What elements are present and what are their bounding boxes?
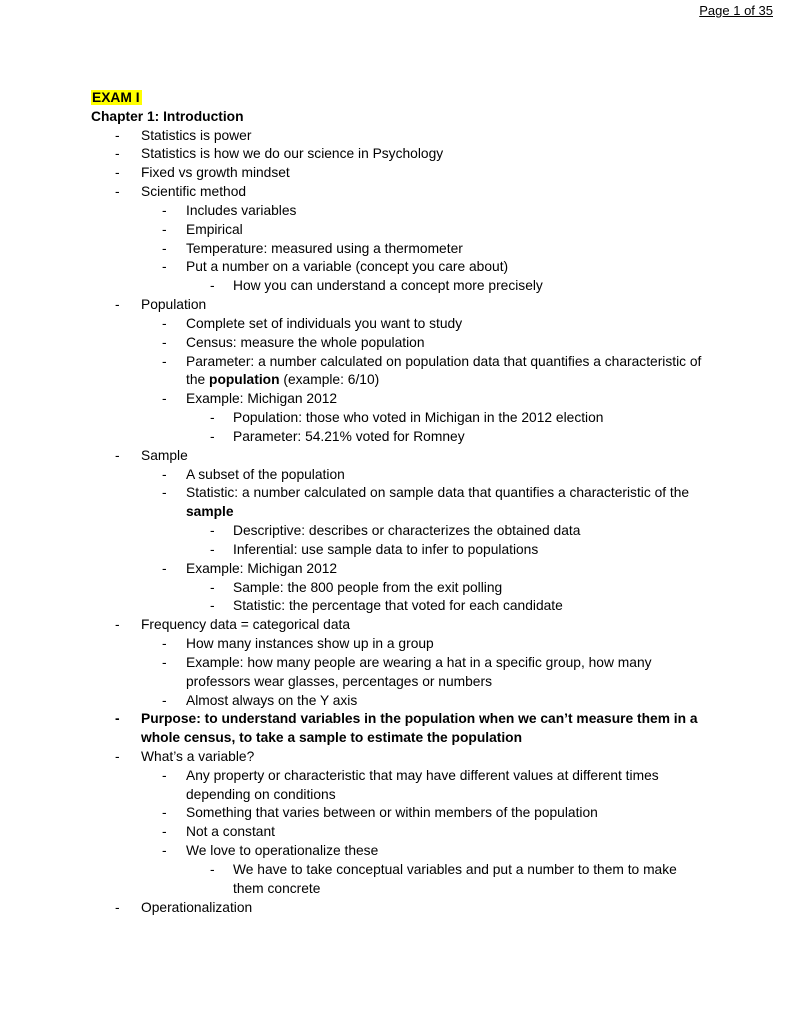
list-item-text: Population: those who voted in Michigan in the 2012 election — [233, 410, 604, 426]
bullet-dash: - — [162, 654, 167, 670]
bullet-dash: - — [115, 165, 120, 181]
list-item-text: Includes variables — [186, 202, 297, 218]
list-item — [91, 804, 703, 823]
bullet-dash: - — [210, 410, 215, 426]
list-item-text: Statistics is power — [141, 127, 252, 143]
bullet-dash: - — [115, 447, 120, 463]
list-item-text: Example: Michigan 2012 — [186, 391, 338, 407]
bullet-dash: - — [115, 127, 120, 143]
list-item-text: How many instances show up in a group — [186, 636, 434, 652]
list-item — [91, 597, 703, 616]
list-item-text: Statistics is how we do our science in Psychology — [141, 146, 444, 162]
list-item — [91, 240, 703, 259]
list-item — [91, 484, 703, 522]
list-item-text: Complete set of individuals you want to study — [186, 315, 463, 331]
list-item — [91, 409, 703, 428]
list-item — [91, 692, 703, 711]
list-item-text: A subset of the population — [186, 466, 345, 482]
list-item-text: Example: how many people are wearing a hat in a specific group, how many professors wear glasses, percentages or numbers — [186, 654, 652, 689]
bullet-dash: - — [210, 428, 215, 444]
bullet-dash: - — [162, 767, 167, 783]
bullet-dash: - — [162, 240, 167, 256]
bullet-dash: - — [162, 353, 167, 369]
list-item-text: How you can understand a concept more precisely — [233, 278, 543, 294]
list-item-text: Temperature: measured using a thermometer — [186, 240, 463, 256]
list-item — [91, 296, 703, 315]
list-item-text: Put a number on a variable (concept you care about) — [186, 259, 509, 275]
list-item — [91, 258, 703, 277]
bullet-dash: - — [115, 297, 120, 313]
list-item — [91, 183, 703, 202]
list-item — [91, 522, 703, 541]
list-item — [91, 145, 703, 164]
list-item-text: population — [209, 372, 280, 388]
list-item — [91, 447, 703, 466]
list-item — [91, 635, 703, 654]
list-item-text: (example: 6/10) — [279, 372, 380, 388]
list-item — [91, 616, 703, 635]
chapter-heading: Chapter 1: Introduction — [91, 108, 244, 124]
list-item — [91, 579, 703, 598]
document-content — [91, 89, 703, 917]
bullet-dash: - — [210, 598, 215, 614]
list-item — [91, 560, 703, 579]
list-item — [91, 823, 703, 842]
bullet-dash: - — [162, 466, 167, 482]
list-item — [91, 842, 703, 861]
list-item — [91, 353, 703, 391]
list-item-text: Scientific method — [141, 184, 247, 200]
list-item-text: What’s a variable? — [141, 748, 255, 764]
list-item-text: Operationalization — [141, 899, 253, 915]
list-item — [91, 466, 703, 485]
bullet-dash: - — [162, 843, 167, 859]
bullet-dash: - — [115, 899, 120, 915]
list-item — [91, 315, 703, 334]
list-item-text: Parameter: a number calculated on population data that quantifies a characteristic of the — [186, 353, 702, 388]
bullet-dash: - — [115, 184, 120, 200]
bullet-dash: - — [162, 692, 167, 708]
bullet-dash: - — [210, 541, 215, 557]
bullet-dash: - — [162, 315, 167, 331]
list-item-text: Almost always on the Y axis — [186, 692, 358, 708]
list-item-text: Population — [141, 297, 207, 313]
bullet-dash: - — [162, 636, 167, 652]
list-item-text: We have to take conceptual variables and put a number to them to make them concrete — [233, 861, 677, 896]
bullet-dash: - — [210, 278, 215, 294]
bullet-dash: - — [162, 202, 167, 218]
list-item-text: Inferential: use sample data to infer to populations — [233, 541, 539, 557]
list-item-text: sample — [186, 504, 234, 520]
list-item — [91, 710, 703, 748]
list-item — [91, 202, 703, 221]
list-item-text: Descriptive: describes or characterizes the obtained data — [233, 523, 581, 539]
list-item — [91, 654, 703, 692]
bullet-dash: - — [115, 617, 120, 633]
list-item-text: Census: measure the whole population — [186, 334, 425, 350]
list-item — [91, 767, 703, 805]
list-item — [91, 334, 703, 353]
list-item-text: Frequency data = categorical data — [141, 617, 351, 633]
list-item-text: Statistic: a number calculated on sample data that quantifies a characteristic of the — [186, 485, 690, 501]
list-item-text: Empirical — [186, 221, 243, 237]
bullet-dash: - — [115, 711, 120, 727]
list-item-text: Sample — [141, 447, 188, 463]
exam-title-line — [91, 89, 703, 108]
list-item — [91, 899, 703, 918]
list-item — [91, 221, 703, 240]
bullet-dash: - — [162, 221, 167, 237]
list-item — [91, 277, 703, 296]
list-item-text: We love to operationalize these — [186, 843, 379, 859]
list-item-text: Something that varies between or within members of the population — [186, 805, 598, 821]
bullet-dash: - — [162, 259, 167, 275]
bullet-dash: - — [210, 523, 215, 539]
list-item-text: Any property or characteristic that may have different values at different times depending on conditions — [186, 767, 659, 802]
bullet-dash: - — [162, 805, 167, 821]
list-item-text: Not a constant — [186, 824, 275, 840]
bullet-dash: - — [115, 146, 120, 162]
page-number-header: Page 1 of 35 — [699, 3, 773, 18]
bullet-dash: - — [162, 560, 167, 576]
list-item-text: Example: Michigan 2012 — [186, 560, 338, 576]
list-item — [91, 861, 703, 899]
list-item — [91, 428, 703, 447]
bullet-dash: - — [115, 748, 120, 764]
list-item-text: Parameter: 54.21% voted for Romney — [233, 428, 465, 444]
bullet-dash: - — [210, 861, 215, 877]
bullet-dash: - — [210, 579, 215, 595]
list-item-text: Sample: the 800 people from the exit polling — [233, 579, 503, 595]
list-item-text: Purpose: to understand variables in the population when we can’t measure them in a whole census, to take a sample to estimate the population — [141, 711, 698, 746]
bullet-dash: - — [162, 485, 167, 501]
list-item-text: Statistic: the percentage that voted for each candidate — [233, 598, 563, 614]
bullet-dash: - — [162, 824, 167, 840]
bullet-list — [91, 127, 703, 918]
list-item — [91, 127, 703, 146]
list-item-text: Fixed vs growth mindset — [141, 165, 290, 181]
list-item — [91, 164, 703, 183]
list-item — [91, 748, 703, 767]
bullet-dash: - — [162, 391, 167, 407]
exam-title-highlighted-text: EXAM I — [92, 90, 140, 105]
list-item — [91, 541, 703, 560]
bullet-dash: - — [162, 334, 167, 350]
list-item — [91, 390, 703, 409]
